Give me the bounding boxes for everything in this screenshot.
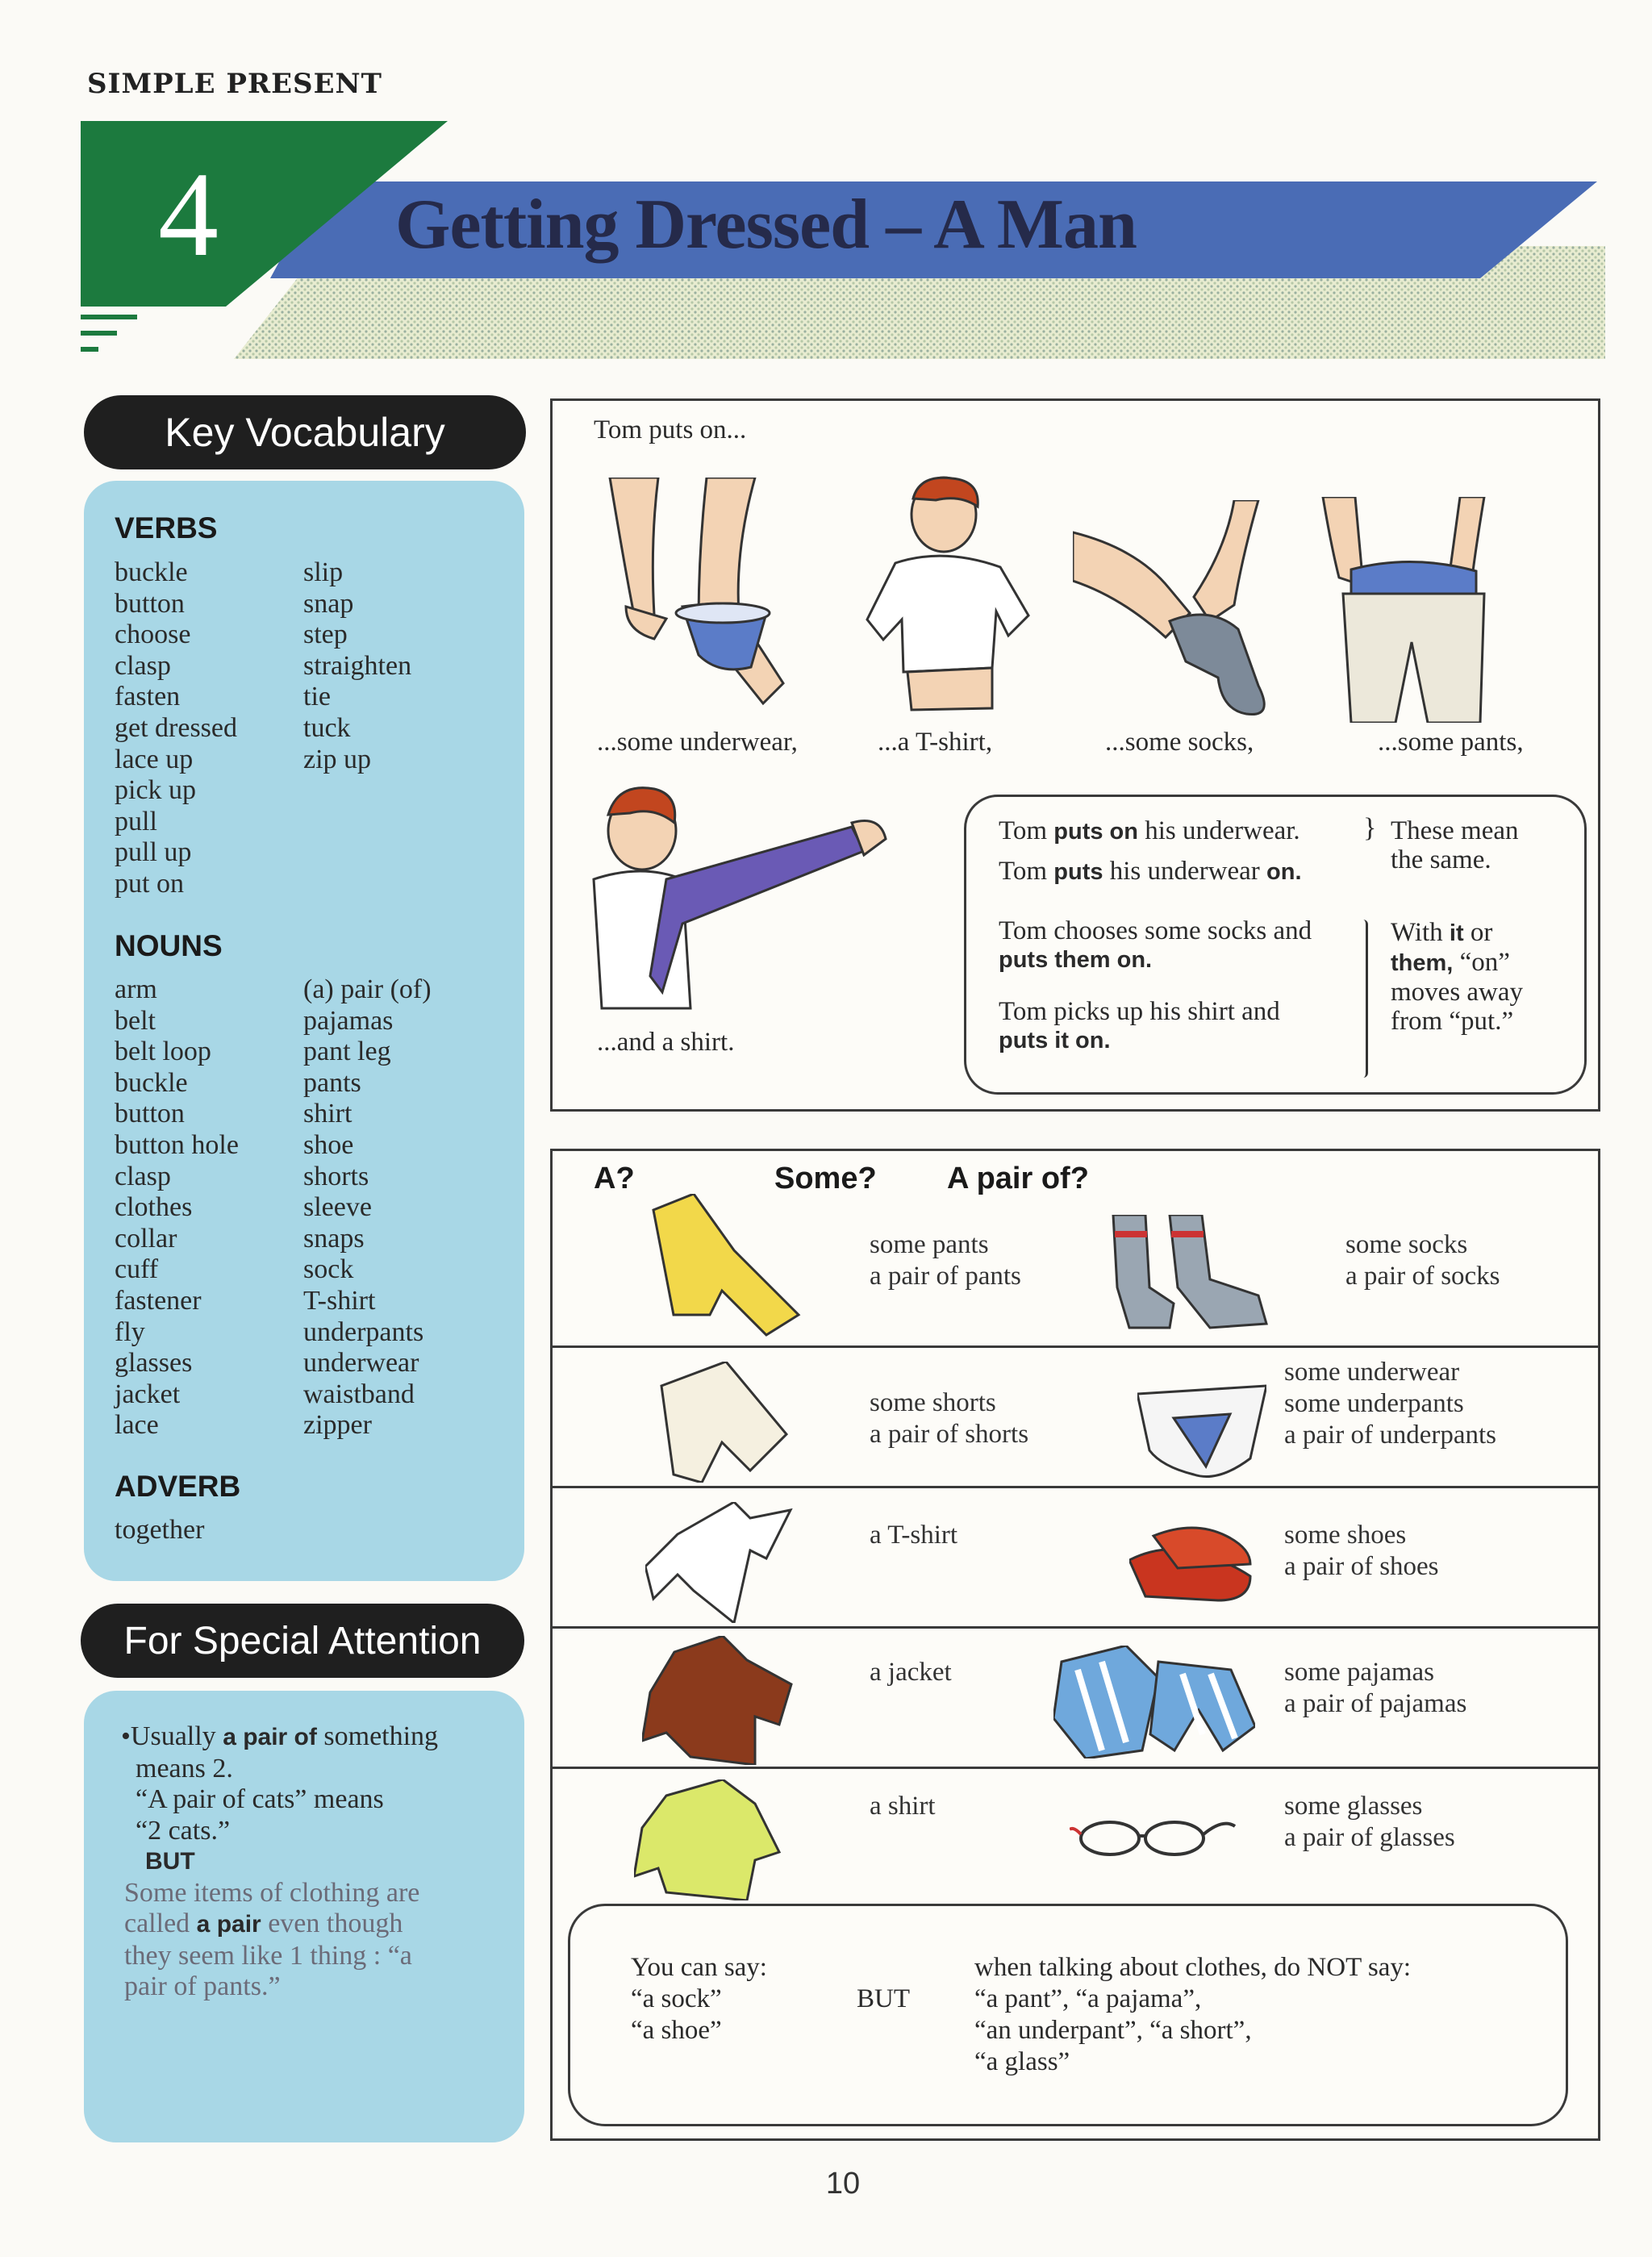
brace-1: }	[1363, 813, 1377, 843]
shirt-illustration	[586, 782, 892, 1024]
vocab-word: cuff	[115, 1254, 159, 1285]
row5-right-text: some glasses a pair of glasses	[1284, 1792, 1455, 1852]
row-divider	[550, 1345, 1600, 1348]
vocab-word: straighten	[303, 650, 412, 681]
caption-socks: ...some socks,	[1105, 728, 1254, 757]
vocab-word: get dressed	[115, 712, 238, 743]
header-a: A?	[594, 1162, 635, 1195]
note-same: These mean the same.	[1391, 816, 1519, 874]
vocab-word: button	[115, 1099, 185, 1129]
nouns-column-2	[303, 974, 513, 1441]
vocab-word: fly	[115, 1316, 145, 1347]
glasses-icon	[1070, 1810, 1239, 1859]
do-not-say-list: when talking about clothes, do NOT say: “a pant”, “a pajama”, “an underpant”, “a short”, “a glass”	[974, 1953, 1412, 2076]
caption-shirt: ...and a shirt.	[597, 1028, 735, 1057]
row-divider	[550, 1767, 1600, 1769]
special-attention-text: •Usually a pair of something means 2. “A pair of cats” means “2 cats.” BUT Some items of clothing are called a pair even though they seem like 1 thing : “a pair of pants.”	[121, 1721, 439, 2001]
row2-right-text: some underwear some underpants a pair of underpants	[1284, 1358, 1496, 1450]
vocab-word: clasp	[115, 1161, 171, 1191]
adverb-heading: ADVERB	[115, 1470, 241, 1503]
row4-right-text: some pajamas a pair of pajamas	[1284, 1658, 1467, 1718]
pajamas-icon	[1053, 1646, 1255, 1758]
page-title: Getting Dressed – A Man	[395, 186, 1137, 264]
socks-illustration	[1073, 500, 1315, 726]
vocab-word: fastener	[115, 1285, 202, 1316]
verbs-heading: VERBS	[115, 511, 218, 544]
can-say-list: You can say: “a sock” “a shoe”	[631, 1953, 767, 2045]
page-number: 10	[825, 2167, 861, 2201]
row5-left-text: a shirt	[870, 1792, 936, 1821]
shorts-icon	[653, 1362, 791, 1483]
vocab-word: pant leg	[303, 1037, 391, 1067]
vocab-word: underwear	[303, 1348, 419, 1379]
vocab-word: pajamas	[303, 1005, 394, 1036]
jacket-icon	[642, 1636, 795, 1765]
caption-pants: ...some pants,	[1378, 728, 1524, 757]
section-label: SIMPLE PRESENT	[87, 68, 382, 100]
vocab-word: T-shirt	[303, 1285, 376, 1316]
vocab-word: sleeve	[303, 1192, 372, 1223]
note-sentence-2: Tom puts his underwear on.	[999, 857, 1302, 886]
verbs-column-1	[115, 557, 292, 900]
vocab-word: waistband	[303, 1379, 415, 1409]
socks-icon	[1105, 1215, 1291, 1336]
brace-2	[1363, 920, 1368, 1078]
vocab-word: choose	[115, 620, 191, 650]
adverb-list	[115, 1515, 292, 1546]
vocab-word: snap	[303, 588, 354, 619]
underpants-icon	[1137, 1378, 1266, 1483]
vocab-word: together	[115, 1515, 205, 1545]
row4-left-text: a jacket	[870, 1658, 952, 1687]
vocab-word: buckle	[115, 557, 188, 587]
vocab-word: button hole	[115, 1129, 239, 1160]
puts-on-intro: Tom puts on...	[594, 415, 747, 444]
vocab-word: lace up	[115, 744, 194, 774]
row1-right-text: some socks a pair of socks	[1345, 1230, 1500, 1291]
vocab-word: (a) pair (of)	[303, 974, 432, 1004]
vocab-word: jacket	[115, 1379, 181, 1409]
vocab-word: belt loop	[115, 1037, 211, 1067]
unit-number: 4	[158, 148, 219, 282]
header-pair-of: A pair of?	[947, 1162, 1089, 1195]
but-label: BUT	[857, 1984, 910, 2013]
special-attention-heading: For Special Attention	[81, 1604, 524, 1678]
vocab-word: sock	[303, 1254, 354, 1285]
pants-icon	[645, 1194, 807, 1339]
note-rule: With it or them, “on” moves away from “put.”	[1391, 918, 1524, 1036]
caption-tshirt: ...a T-shirt,	[878, 728, 993, 757]
pants-illustration	[1307, 497, 1525, 723]
note-sentence-4: Tom picks up his shirt and puts it on.	[999, 997, 1280, 1053]
vocab-word: underpants	[303, 1316, 424, 1347]
shirt-icon	[634, 1779, 787, 1900]
verbs-column-2	[303, 557, 497, 775]
tshirt-icon	[645, 1502, 799, 1623]
row-divider	[550, 1486, 1600, 1488]
vocab-word: glasses	[115, 1348, 193, 1379]
vocab-word: collar	[115, 1223, 177, 1254]
vocab-word: button	[115, 588, 185, 619]
underwear-illustration	[578, 478, 820, 720]
vocab-word: buckle	[115, 1067, 188, 1098]
vocab-word: arm	[115, 974, 157, 1004]
vocab-word: tuck	[303, 712, 351, 743]
nouns-heading: NOUNS	[115, 929, 223, 962]
vocab-word: shoe	[303, 1129, 354, 1160]
vocab-word: pull up	[115, 837, 192, 868]
vocab-word: put on	[115, 868, 184, 899]
vocab-word: zip up	[303, 744, 372, 774]
vocab-word: step	[303, 620, 348, 650]
caption-underwear: ...some underwear,	[597, 728, 798, 757]
vocab-word: pull	[115, 806, 157, 836]
vocab-word: lace	[115, 1410, 159, 1441]
header-some: Some?	[774, 1162, 877, 1195]
row3-left-text: a T-shirt	[870, 1521, 958, 1550]
vocab-word: slip	[303, 557, 344, 587]
row3-right-text: some shoes a pair of shoes	[1284, 1521, 1439, 1581]
row2-left-text: some shorts a pair of shorts	[870, 1388, 1029, 1449]
vocab-word: pick up	[115, 775, 197, 806]
vocab-word: clothes	[115, 1192, 193, 1223]
vocab-word: shorts	[303, 1161, 369, 1191]
note-sentence-3: Tom chooses some socks and puts them on.	[999, 916, 1312, 973]
tshirt-illustration	[839, 474, 1057, 716]
vocab-word: zipper	[303, 1410, 372, 1441]
row-divider	[550, 1626, 1600, 1629]
note-sentence-1: Tom puts on his underwear.	[999, 816, 1300, 845]
vocab-word: tie	[303, 682, 331, 712]
vocab-word: clasp	[115, 650, 171, 681]
vocab-word: pants	[303, 1067, 361, 1098]
vocab-word: shirt	[303, 1099, 353, 1129]
shoes-icon	[1129, 1520, 1258, 1608]
vocab-word: belt	[115, 1005, 156, 1036]
row1-left-text: some pants a pair of pants	[870, 1230, 1021, 1291]
vocab-word: snaps	[303, 1223, 365, 1254]
nouns-column-1	[115, 974, 292, 1441]
key-vocabulary-heading: Key Vocabulary	[84, 395, 526, 469]
vocab-word: fasten	[115, 682, 181, 712]
